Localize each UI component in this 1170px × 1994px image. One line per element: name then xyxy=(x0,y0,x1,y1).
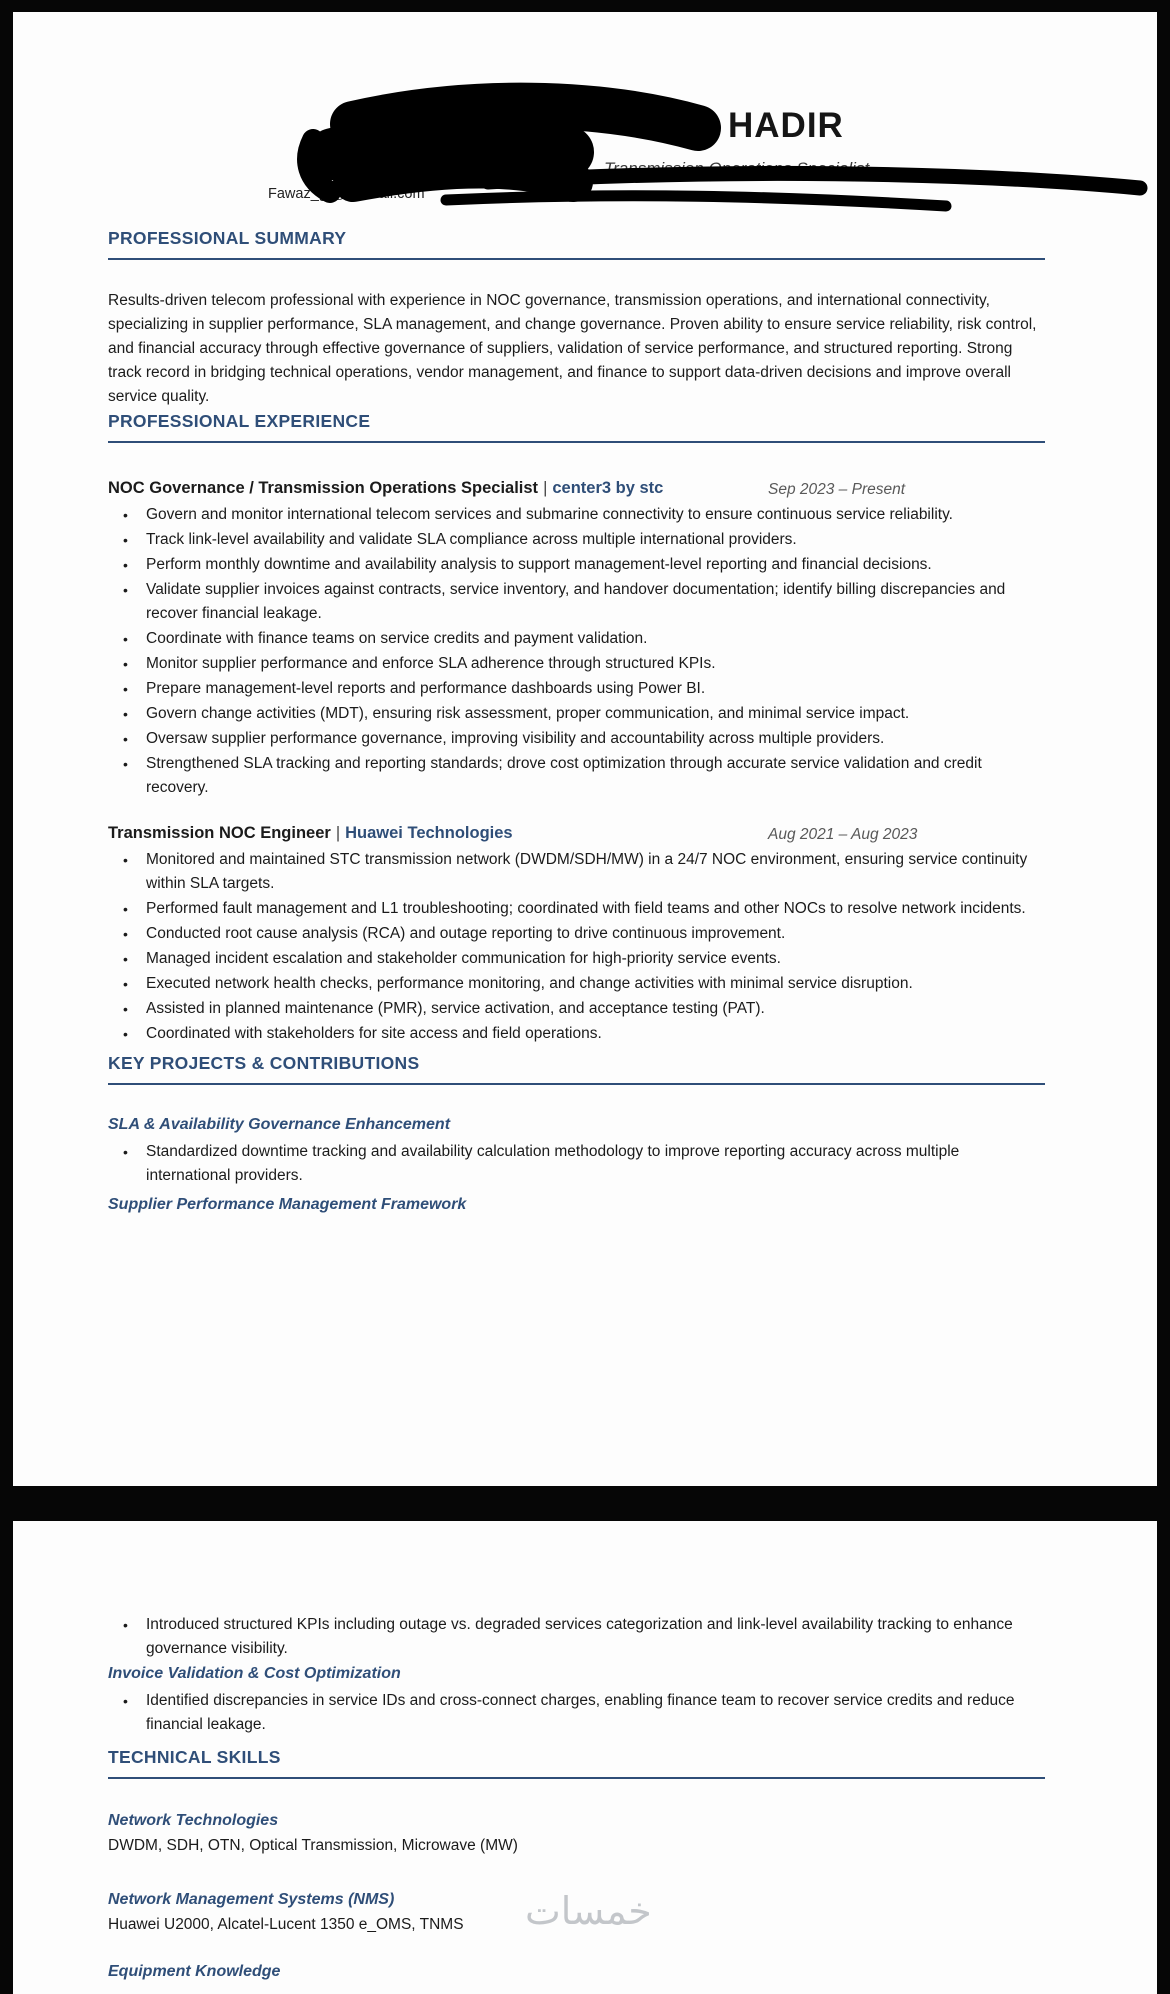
bullet-item: • Performed fault management and L1 troubleshooting; coordinated with field teams and other NOCs to resolve network incidents. xyxy=(108,897,1045,921)
section-heading-summary: PROFESSIONAL SUMMARY xyxy=(108,228,1045,260)
bullet-item: • Coordinate with finance teams on service credits and payment validation. xyxy=(108,627,1045,651)
bullet-item: • Monitor supplier performance and enforce SLA adherence through structured KPIs. xyxy=(108,652,1045,676)
bullet-item: • Executed network health checks, performance monitoring, and change activities with minimal service disruption. xyxy=(108,972,1045,996)
job-company: Huawei Technologies xyxy=(345,824,513,842)
job-bullet-list xyxy=(108,848,1045,1046)
job-title-row xyxy=(108,821,1045,845)
bullet-item: • Prepare management-level reports and performance dashboards using Power BI. xyxy=(108,677,1045,701)
bullet-item: • Conducted root cause analysis (RCA) and outage reporting to drive continuous improvement. xyxy=(108,922,1045,946)
resume-page-1 xyxy=(13,12,1157,1486)
bullet-marker: • xyxy=(123,532,128,548)
bullet-marker: • xyxy=(123,1693,128,1709)
job-dates: Sep 2023 – Present xyxy=(768,481,906,498)
skill-group-title: Equipment Knowledge xyxy=(108,1963,281,1980)
skill-group-title: Network Management Systems (NMS) xyxy=(108,1891,395,1908)
bullet-item: • Coordinated with stakeholders for site access and field operations. xyxy=(108,1022,1045,1046)
resume-page-2 xyxy=(13,1521,1157,1994)
bullet-item: • Validate supplier invoices against contracts, service inventory, and handover documentation; identify billing discrepancies and recover financial leakage. xyxy=(108,578,1045,626)
bullet-item: • Assisted in planned maintenance (PMR), service activation, and acceptance testing (PAT). xyxy=(108,997,1045,1021)
bullet-marker: • xyxy=(123,901,128,917)
bullet-item: • Standardized downtime tracking and availability calculation methodology to improve reporting accuracy across multiple international providers. xyxy=(108,1140,1045,1188)
bullet-item: • Track link-level availability and validate SLA compliance across multiple international providers. xyxy=(108,528,1045,552)
job-separator: | xyxy=(335,824,341,842)
bullet-item: • Introduced structured KPIs including outage vs. degraded services categorization and link-level availability tracking to enhance governance visibility. xyxy=(108,1613,1045,1661)
bullet-marker: • xyxy=(123,656,128,672)
bullet-marker: • xyxy=(123,852,128,868)
bullet-item: • Identified discrepancies in service IDs and cross-connect charges, enabling finance team to recover service credits and reduce financial leakage. xyxy=(108,1689,1045,1737)
job-title: NOC Governance / Transmission Operations Specialist xyxy=(108,479,539,497)
bullet-marker: • xyxy=(123,1617,128,1633)
bullet-item: • Oversaw supplier performance governance, improving visibility and accountability across multiple providers. xyxy=(108,727,1045,751)
bullet-item: • Govern and monitor international telecom services and submarine connectivity to ensure continuous service reliability. xyxy=(108,503,1045,527)
bullet-marker: • xyxy=(123,507,128,523)
bullet-marker: • xyxy=(123,582,128,598)
bullet-marker: • xyxy=(123,681,128,697)
bullet-marker: • xyxy=(123,951,128,967)
bullet-item: • Strengthened SLA tracking and reporting standards; drove cost optimization through accurate service validation and credit recovery. xyxy=(108,752,1045,800)
project-title: Invoice Validation & Cost Optimization xyxy=(108,1665,401,1682)
skill-group-title: Network Technologies xyxy=(108,1812,279,1829)
bullet-marker: • xyxy=(123,631,128,647)
bullet-marker: • xyxy=(123,731,128,747)
project-bullet-list xyxy=(108,1689,1045,1737)
bullet-marker: • xyxy=(123,1026,128,1042)
job-title-row xyxy=(108,476,1045,500)
section-heading-projects: KEY PROJECTS & CONTRIBUTIONS xyxy=(108,1053,1045,1085)
skill-group-text: DWDM, SDH, OTN, Optical Transmission, Microwave (MW) xyxy=(108,1837,518,1854)
job-company: center3 by stc xyxy=(552,479,664,497)
project-title: Supplier Performance Management Framework xyxy=(108,1196,467,1213)
khamsat-watermark: خمسات xyxy=(525,1889,652,1933)
summary-paragraph: Results-driven telecom professional with experience in NOC governance, transmission operations, and international connectivity, specializing in supplier performance, SLA management, and change governance. Proven ability to ensure service reliability, risk control, and financial accuracy through effective governance of suppliers, validation of service performance, and structured reporting. Strong track record in bridging technical operations, vendor management, and finance to support data-driven decisions and improve overall service quality. xyxy=(108,292,1037,405)
section-heading-experience: PROFESSIONAL EXPERIENCE xyxy=(108,411,1045,443)
project-bullet-list xyxy=(108,1140,1045,1188)
bullet-marker: • xyxy=(123,1001,128,1017)
bullet-marker: • xyxy=(123,926,128,942)
candidate-email: Fawaz_gr@hotmail.com xyxy=(268,186,425,202)
skill-group-text: Huawei U2000, Alcatel-Lucent 1350 e_OMS, TNMS xyxy=(108,1916,464,1933)
job-separator: | xyxy=(543,479,548,497)
job-dates: Aug 2021 – Aug 2023 xyxy=(768,826,918,843)
bullet-marker: • xyxy=(123,756,128,772)
bullet-marker: • xyxy=(123,1144,128,1160)
bullet-marker: • xyxy=(123,976,128,992)
bullet-item: • Managed incident escalation and stakeholder communication for high-priority service events. xyxy=(108,947,1045,971)
bullet-item: • Govern change activities (MDT), ensuring risk assessment, proper communication, and minimal service impact. xyxy=(108,702,1045,726)
candidate-title: Transmission Operations Specialist xyxy=(604,159,870,178)
bullet-marker: • xyxy=(123,706,128,722)
bullet-item: • Monitored and maintained STC transmission network (DWDM/SDH/MW) in a 24/7 NOC environment, ensuring service continuity within SLA targets. xyxy=(108,848,1045,896)
resume-header xyxy=(108,12,1045,228)
job-title: Transmission NOC Engineer xyxy=(108,824,331,842)
bullet-item: • Perform monthly downtime and availability analysis to support management-level reporting and financial decisions. xyxy=(108,553,1045,577)
redaction-scribble-icon xyxy=(258,82,1157,222)
section-heading-skills: TECHNICAL SKILLS xyxy=(108,1747,1045,1779)
candidate-name: HADIR xyxy=(728,106,844,145)
job-bullet-list xyxy=(108,503,1045,800)
bullet-marker: • xyxy=(123,557,128,573)
project-title: SLA & Availability Governance Enhancement xyxy=(108,1116,451,1133)
